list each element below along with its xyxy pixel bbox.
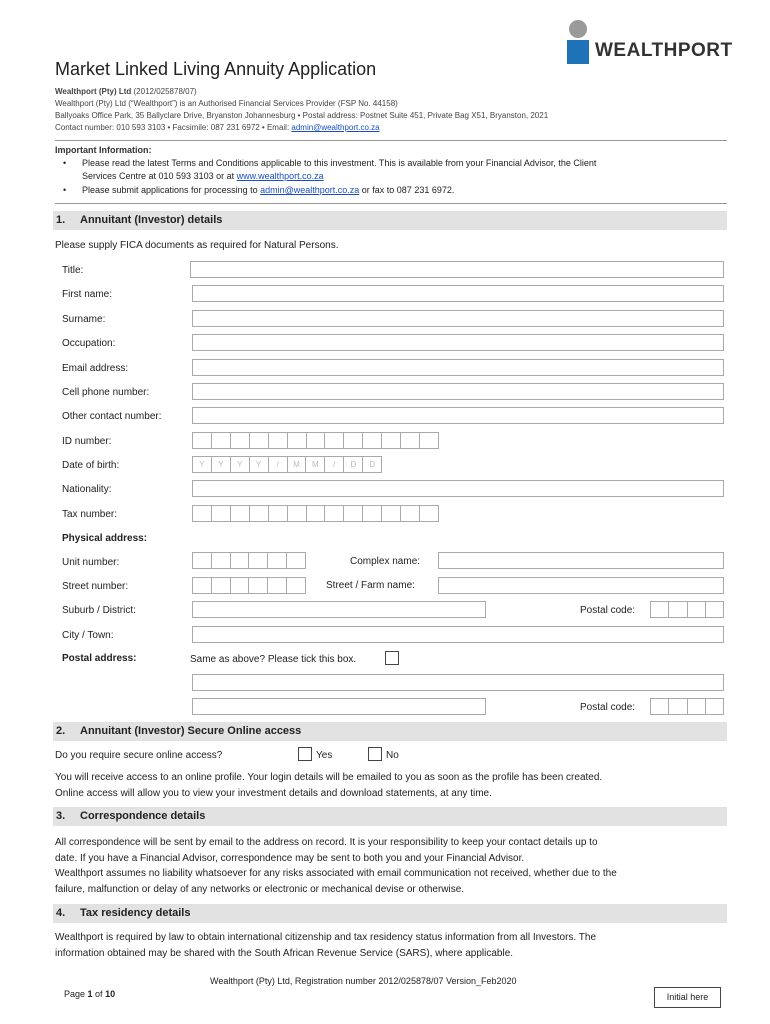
postal-code-cell[interactable] [669,699,687,714]
dob-cell[interactable]: D [369,460,375,469]
dob-label: Date of birth: [62,460,120,471]
company-reg: (2012/025878/07) [131,87,197,96]
same-as-above-label: Same as above? Please tick this box. [190,654,357,665]
section-3-title: Correspondence details [80,810,206,822]
unit-cell[interactable] [268,553,287,568]
company-line [55,87,197,96]
complex-name-label: Complex name: [350,556,421,567]
company-name: Wealthport (Pty) Ltd [55,87,132,96]
suburb-input[interactable] [192,601,486,618]
occupation-input[interactable] [192,334,724,351]
initial-here-box[interactable]: Initial here [654,987,721,1008]
street-number-cell[interactable] [249,578,268,593]
city-input[interactable] [192,626,724,643]
bullet-2-suffix: or fax to 087 231 6972. [359,185,455,195]
important-bullet-1-cont [82,171,324,181]
email-label: Email address: [62,363,129,374]
suburb-label: Suburb / District: [62,605,136,616]
cell-label: Cell phone number: [62,387,150,398]
id-digit-cell[interactable] [231,433,250,448]
tax-digit-cell[interactable] [250,506,269,521]
first-name-input[interactable] [192,285,724,302]
bullet-icon: • [63,158,67,168]
unit-cell[interactable] [249,553,268,568]
online-access-question: Do you require secure online access? [55,750,223,761]
postal-code-2-label: Postal code: [580,702,636,713]
nationality-label: Nationality: [62,484,112,495]
tax-number-input[interactable] [192,505,439,522]
bullet-1-line-1: Please read the latest Terms and Conditions applicable to this investment. This is available from your Financial Advisor, the Client [82,158,597,168]
correspondence-text-4: failure, malfunction or delay of any networks or electronic or mechanical devise or otherwise. [55,884,465,895]
tax-digit-cell[interactable] [288,506,307,521]
unit-number-input[interactable] [192,552,306,569]
same-as-above-checkbox[interactable] [385,651,399,665]
online-access-yes-checkbox[interactable] [298,747,312,761]
postal-code-cell[interactable] [688,602,706,617]
title-label: Title: [62,265,84,276]
page-total: 10 [105,989,116,999]
header-divider [55,140,727,141]
id-digit-cell[interactable] [363,433,382,448]
dob-separator: / [325,457,344,472]
dob-cell[interactable]: M [306,457,325,472]
logo-circle-icon [569,20,587,38]
section-1-title: Annuitant (Investor) details [80,214,223,226]
postal-code-cell[interactable] [706,699,723,714]
street-number-input[interactable] [192,577,306,594]
street-number-cell[interactable] [193,578,212,593]
dob-input[interactable] [192,456,382,473]
id-digit-cell[interactable] [212,433,231,448]
email-input[interactable] [192,359,724,376]
street-number-cell[interactable] [212,578,231,593]
id-digit-cell[interactable] [307,433,326,448]
online-access-no-label: No [386,750,399,761]
occupation-label: Occupation: [62,338,116,349]
postal-address-heading: Postal address: [62,653,137,664]
tax-digit-cell[interactable] [269,506,288,521]
page-prefix: Page [64,989,88,999]
online-access-no-checkbox[interactable] [368,747,382,761]
id-digit-cell[interactable] [193,433,212,448]
dob-cell[interactable]: Y [231,457,250,472]
unit-cell[interactable] [193,553,212,568]
section-4-number: 4. [56,907,66,919]
unit-cell[interactable] [212,553,231,568]
postal-code-input[interactable] [650,601,724,618]
id-number-label: ID number: [62,436,112,447]
street-number-cell[interactable] [287,578,305,593]
section-2-title: Annuitant (Investor) Secure Online access [80,725,302,737]
unit-cell[interactable] [231,553,250,568]
id-number-input[interactable] [192,432,439,449]
tax-digit-cell[interactable] [212,506,231,521]
id-digit-cell[interactable] [382,433,401,448]
postal-code-2-input[interactable] [650,698,724,715]
section-2-number: 2. [56,725,66,737]
submit-email-link[interactable]: admin@wealthport.co.za [260,185,360,195]
tax-digit-cell[interactable] [382,506,401,521]
tax-digit-cell[interactable] [307,506,326,521]
section-3-header [53,807,727,826]
important-heading: Important Information: [55,145,152,155]
tax-digit-cell[interactable] [231,506,250,521]
id-digit-cell[interactable] [288,433,307,448]
id-digit-cell[interactable] [344,433,363,448]
footer-registration: Wealthport (Pty) Ltd, Registration number 2012/025878/07 Version_Feb2020 [210,976,517,986]
section-3-number: 3. [56,810,66,822]
postal-address-line-2-input[interactable] [192,698,486,715]
important-bullet-1 [63,158,596,168]
contact-prefix: Contact number: 010 593 3103 • Facsimile: 087 231 6972 • Email: [55,123,292,132]
id-digit-cell[interactable] [420,433,438,448]
postal-code-cell[interactable] [669,602,687,617]
info-divider [55,203,727,204]
tax-residency-text-2: information obtained may be shared with the South African Revenue Service (SARS), where applicable. [55,948,514,959]
section-1-header [53,211,727,230]
bullet-icon: • [63,185,67,195]
bullet-1-line-2: Services Centre at 010 593 3103 or at [82,171,237,181]
surname-label: Surname: [62,314,106,325]
id-digit-cell[interactable] [269,433,288,448]
tax-residency-text-1: Wealthport is required by law to obtain international citizenship and tax residency status information from all Investors. The [55,932,597,943]
unit-cell[interactable] [287,553,305,568]
page-title: Market Linked Living Annuity Application [55,59,377,79]
brand-logo: WEALTHPORT [595,40,733,61]
dob-cell[interactable]: Y [250,457,269,472]
fsp-line: Wealthport (Pty) Ltd (“Wealthport”) is an Authorised Financial Services Provider (FSP No. 44158) [55,99,398,108]
postal-code-cell[interactable] [651,602,669,617]
bullet-2-prefix: Please submit applications for processing to [82,185,261,195]
id-digit-cell[interactable] [401,433,420,448]
other-contact-input[interactable] [192,407,724,424]
title-input[interactable] [190,261,724,278]
tax-digit-cell[interactable] [420,506,438,521]
correspondence-text-1: All correspondence will be sent by email to the address on record. It is your responsibility to keep your contact details up to [55,837,598,848]
section-2-header [53,722,727,741]
surname-input[interactable] [192,310,724,327]
section-1-number: 1. [56,214,66,226]
id-digit-cell[interactable] [250,433,269,448]
address-line: Ballyoaks Office Park, 35 Ballyclare Drive, Bryanston Johannesburg • Postal address: Postnet Suite 451, Private Bag X51, Bryanston, 2021 [55,111,549,120]
contact-line [55,123,380,132]
tax-digit-cell[interactable] [325,506,344,521]
dob-cell[interactable]: Y [193,457,212,472]
tax-digit-cell[interactable] [363,506,382,521]
tax-digit-cell[interactable] [401,506,420,521]
contact-email-link[interactable]: admin@wealthport.co.za [291,123,380,132]
dob-separator: / [269,457,288,472]
correspondence-text-3: Wealthport assumes no liability whatsoever for any risks associated with email communication not received, whether due to the [55,868,617,879]
dob-cell[interactable]: Y [212,457,231,472]
street-farm-label: Street / Farm name: [326,580,415,591]
tax-digit-cell[interactable] [344,506,363,521]
other-contact-label: Other contact number: [62,411,162,422]
postal-address-line-1-input[interactable] [192,674,724,691]
city-label: City / Town: [62,630,114,641]
section-4-header [53,904,727,923]
page-number [64,989,115,999]
online-access-text-2: Online access will allow you to view your investment details and download statements, at any time. [55,788,492,799]
street-number-cell[interactable] [268,578,287,593]
logo-bar-icon [567,40,589,64]
dob-cell[interactable]: D [344,457,363,472]
street-farm-input[interactable] [438,577,724,594]
postal-code-cell[interactable] [706,602,723,617]
website-link[interactable]: www.wealthport.co.za [236,171,324,181]
complex-name-input[interactable] [438,552,724,569]
online-access-text-1: You will receive access to an online profile. Your login details will be emailed to you as soon as the profile has been created. [55,772,603,783]
postal-code-cell[interactable] [688,699,706,714]
tax-digit-cell[interactable] [193,506,212,521]
nationality-input[interactable] [192,480,724,497]
page-of: of [92,989,106,999]
unit-number-label: Unit number: [62,557,120,568]
page-current: 1 [87,989,93,999]
important-bullet-2 [63,185,454,195]
id-digit-cell[interactable] [325,433,344,448]
correspondence-text-2: date. If you have a Financial Advisor, correspondence may be sent to both you and your Financial Advisor. [55,853,525,864]
street-number-label: Street number: [62,581,129,592]
fica-intro: Please supply FICA documents as required for Natural Persons. [55,240,339,251]
first-name-label: First name: [62,289,113,300]
section-4-title: Tax residency details [80,907,191,919]
cell-input[interactable] [192,383,724,400]
postal-code-cell[interactable] [651,699,669,714]
dob-cell[interactable]: M [288,457,307,472]
street-number-cell[interactable] [231,578,250,593]
postal-code-label: Postal code: [580,605,636,616]
tax-number-label: Tax number: [62,509,118,520]
online-access-yes-label: Yes [316,750,333,761]
physical-address-heading: Physical address: [62,533,148,544]
